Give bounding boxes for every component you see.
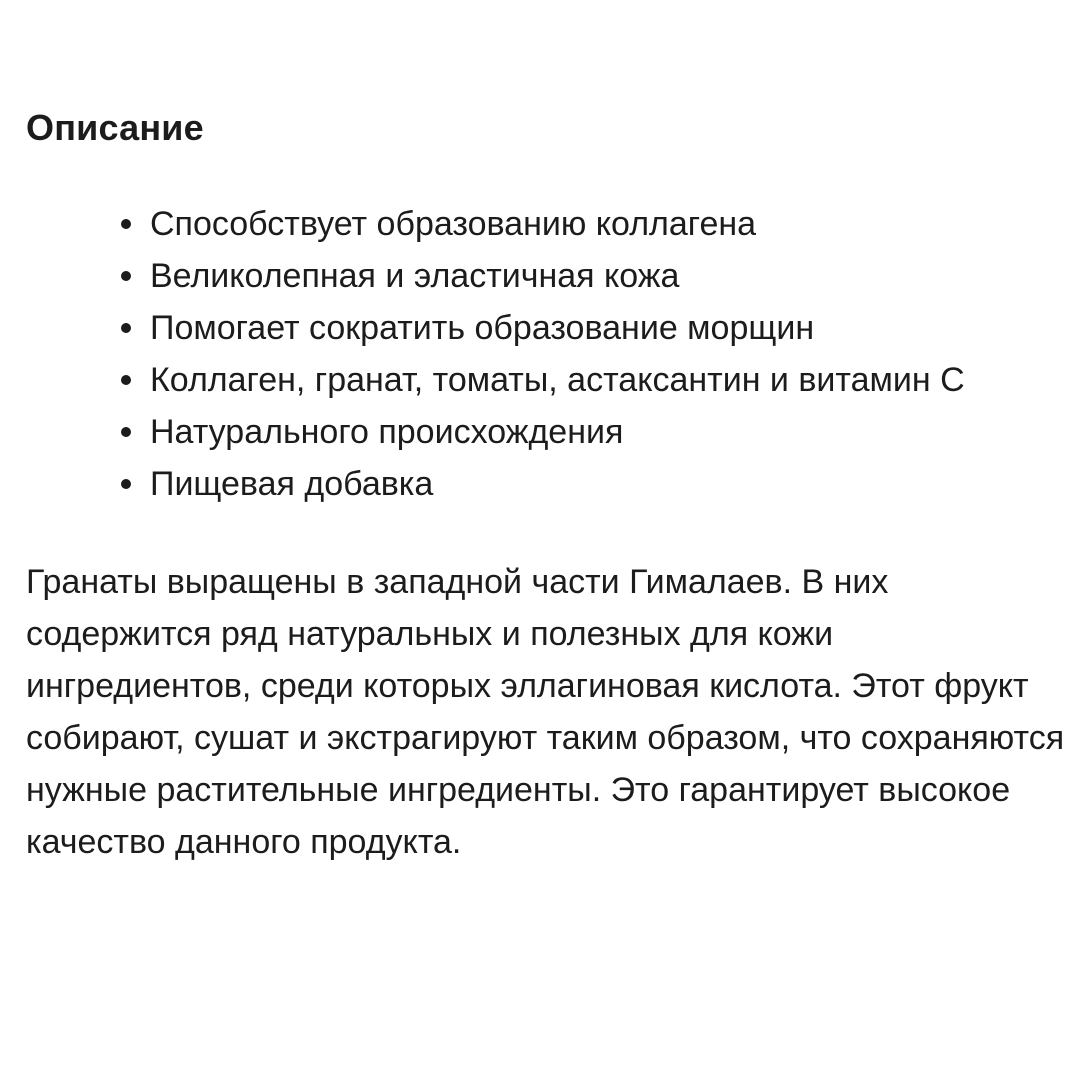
feature-text: Натурального происхождения	[150, 413, 624, 451]
bullet-icon	[121, 375, 131, 385]
feature-item	[150, 458, 1066, 510]
feature-text: Великолепная и эластичная кожа	[150, 257, 680, 295]
feature-item	[150, 302, 1066, 354]
feature-text: Коллаген, гранат, томаты, астаксантин и витамин С	[150, 361, 965, 399]
feature-item	[150, 406, 1066, 458]
bullet-icon	[121, 323, 131, 333]
feature-item	[150, 198, 1066, 250]
feature-text: Помогает сократить образование морщин	[150, 309, 815, 347]
feature-item	[150, 354, 1066, 406]
bullet-icon	[121, 427, 131, 437]
feature-item	[150, 250, 1066, 302]
bullet-icon	[121, 271, 131, 281]
bullet-icon	[121, 479, 131, 489]
description-section	[26, 98, 1066, 868]
feature-list	[26, 198, 1066, 510]
section-title: Описание	[26, 107, 204, 148]
feature-text: Способствует образованию коллагена	[150, 205, 757, 243]
feature-text: Пищевая добавка	[150, 465, 434, 503]
bullet-icon	[121, 219, 131, 229]
description-paragraph: Гранаты выращены в западной части Гималаев. В них содержится ряд натуральных и полезных для кожи ингредиентов, среди которых эллагиновая кислота. Этот фрукт собирают, сушат и экстрагируют таким образом, что сохраняются нужные растительные ингредиенты. Это гарантирует высокое качество данного продукта.	[26, 563, 1065, 861]
